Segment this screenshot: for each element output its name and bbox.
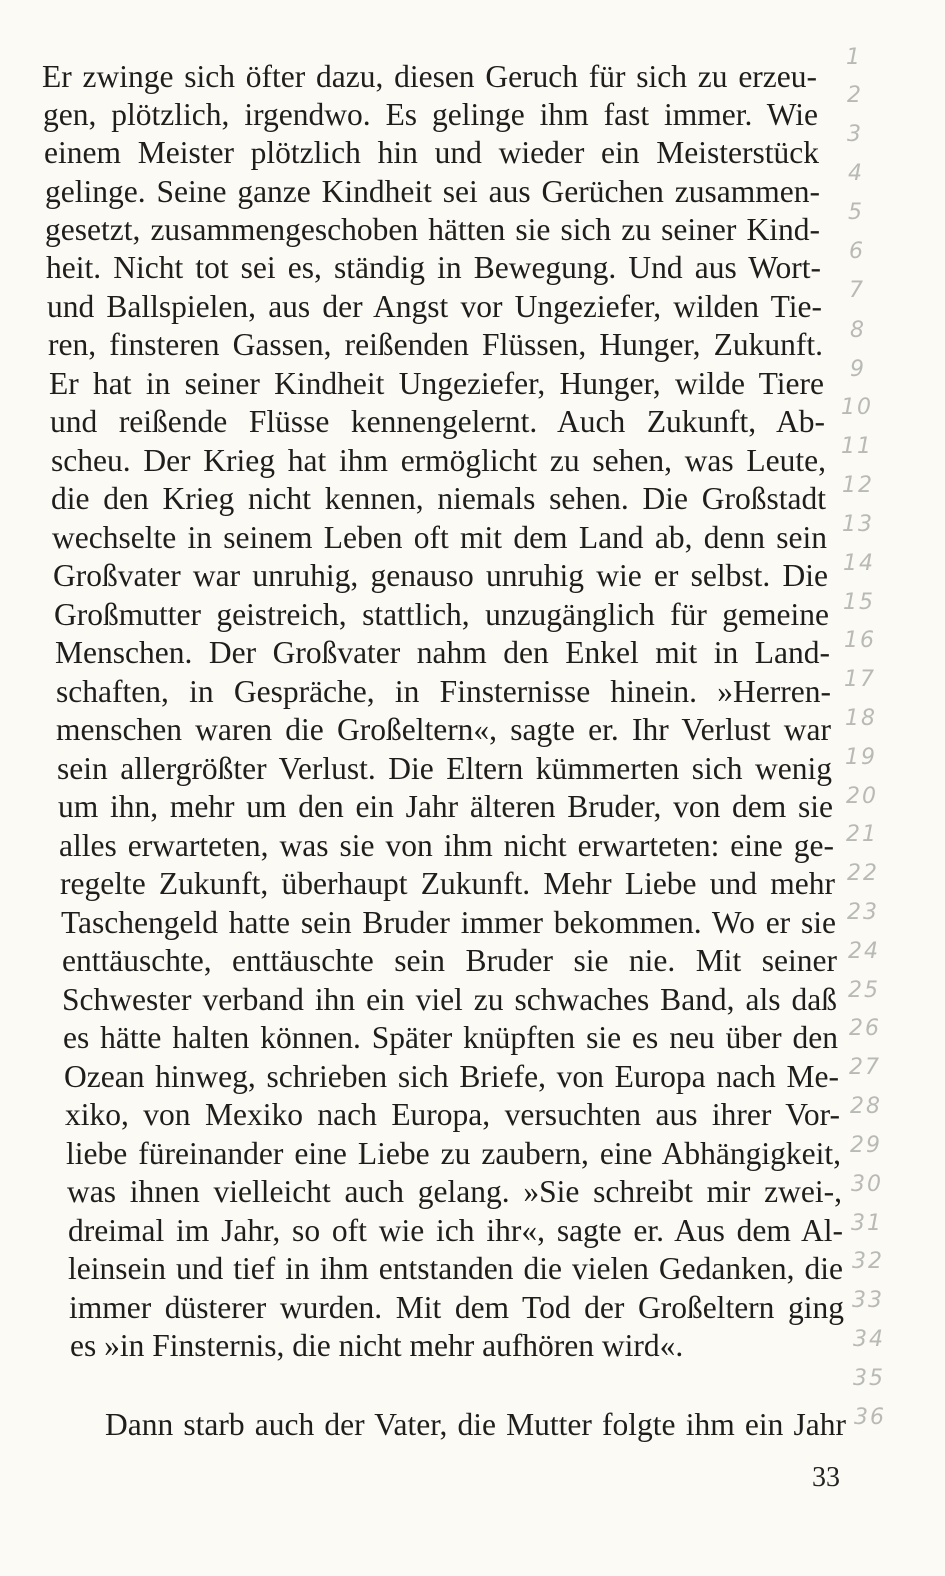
line-number: 25 [848,978,880,1003]
line-number: 33 [852,1288,884,1313]
line-number: 10 [841,395,873,420]
line-number: 7 [849,278,865,303]
line-number: 24 [848,939,880,964]
text-line: scheu. Der Krieg hat ihm ermöglicht zu sehen, was Leute, [51,443,826,478]
text-line: schaften, in Gespräche, in Finsternisse hinein. »Herren- [56,674,831,709]
text-line: was ihnen vielleicht auch gelang. »Sie schreibt mir zwei-, [67,1174,842,1209]
text-line: alles erwarteten, was sie von ihm nicht erwarteten: eine ge- [59,828,834,863]
line-number: 28 [850,1094,882,1119]
line-number: 35 [853,1366,885,1391]
line-number: 27 [849,1055,881,1080]
text-line: Menschen. Der Großvater nahm den Enkel mit in Land- [55,635,830,670]
text-line: Taschengeld hatte sein Bruder immer bekommen. Wo er sie [61,905,836,940]
line-number: 17 [844,667,876,692]
text-line: um ihn, mehr um den ein Jahr älteren Bruder, von dem sie [58,789,833,824]
line-number: 36 [854,1405,886,1430]
text-line: gesetzt, zusammengeschoben hätten sie sich zu seiner Kind- [45,212,820,247]
text-line: Schwester verband ihn ein viel zu schwaches Band, als daß [62,982,837,1017]
text-line: leinsein und tief in ihm entstanden die vielen Gedanken, die [68,1251,843,1286]
line-number: 2 [847,83,863,108]
line-number: 23 [847,900,879,925]
line-number: 30 [851,1172,883,1197]
text-line: xiko, von Mexiko nach Europa, versuchten aus ihrer Vor- [65,1097,840,1132]
line-number: 20 [846,784,878,809]
line-number: 6 [849,239,865,264]
text-line: enttäuschte, enttäuschte sein Bruder sie nie. Mit seiner [62,943,837,978]
line-number: 8 [850,318,866,343]
text-line: Er zwinge sich öfter dazu, diesen Geruch für sich zu erzeu- [42,59,817,94]
line-number: 26 [849,1016,881,1041]
line-number: 18 [845,706,877,731]
text-line: ren, finsteren Gassen, reißenden Flüssen, Hunger, Zukunft. [48,327,823,362]
line-number: 22 [847,861,879,886]
text-line: Großmutter geistreich, stattlich, unzugänglich für gemeine [54,597,829,632]
text-line: und reißende Flüsse kennengelernt. Auch Zukunft, Ab- [50,404,825,439]
text-line: menschen waren die Großeltern«, sagte er. Ihr Verlust war [56,712,831,747]
line-number: 29 [850,1133,882,1158]
text-line: dreimal im Jahr, so oft wie ich ihr«, sagte er. Aus dem Al- [68,1213,843,1248]
line-number: 4 [848,161,864,186]
text-line: die den Krieg nicht kennen, niemals sehen. Die Großstadt [51,481,826,516]
text-line: Ozean hinweg, schrieben sich Briefe, von Europa nach Me- [64,1059,839,1094]
line-number: 15 [843,590,875,615]
line-number: 12 [842,473,874,498]
line-number: 13 [842,512,874,537]
line-number: 9 [850,357,866,382]
text-line: einem Meister plötzlich hin und wieder ein Meisterstück [44,135,819,170]
text-line: liebe füreinander eine Liebe zu zaubern, eine Abhängigkeit, [66,1136,841,1171]
text-line: Er hat in seiner Kindheit Ungeziefer, Hunger, wilde Tiere [49,366,824,401]
line-number: 5 [848,200,864,225]
page-number: 33 [812,1462,840,1493]
line-number: 14 [843,551,875,576]
line-number: 3 [847,122,863,147]
text-line: immer düsterer wurden. Mit dem Tod der Großeltern ging [69,1290,844,1325]
text-line: sein allergrößter Verlust. Die Eltern kümmerten sich wenig [57,751,832,786]
line-number: 16 [844,628,876,653]
text-line: wechselte in seinem Leben oft mit dem Land ab, denn sein [52,520,827,555]
text-line: es »in Finsternis, die nicht mehr aufhören wird«. [70,1328,684,1363]
line-number: 34 [853,1327,885,1352]
text-line: gelinge. Seine ganze Kindheit sei aus Gerüchen zusammen- [45,174,820,209]
text-line: es hätte halten können. Später knüpften sie es neu über den [63,1020,838,1055]
line-number: 1 [846,45,862,70]
line-number: 31 [851,1211,883,1236]
line-number: 21 [846,822,878,847]
line-number: 32 [852,1249,884,1274]
line-number: 19 [845,745,877,770]
text-line: Großvater war unruhig, genauso unruhig wie er selbst. Die [53,558,828,593]
text-line: regelte Zukunft, überhaupt Zukunft. Mehr Liebe und mehr [60,866,835,901]
text-line: gen, plötzlich, irgendwo. Es gelinge ihm fast immer. Wie [43,97,818,132]
text-line: und Ballspielen, aus der Angst vor Ungeziefer, wilden Tie- [47,289,822,324]
text-line: Dann starb auch der Vater, die Mutter folgte ihm ein Jahr [105,1407,846,1442]
text-line: heit. Nicht tot sei es, ständig in Bewegung. Und aus Wort- [46,250,821,285]
line-number: 11 [841,434,873,459]
